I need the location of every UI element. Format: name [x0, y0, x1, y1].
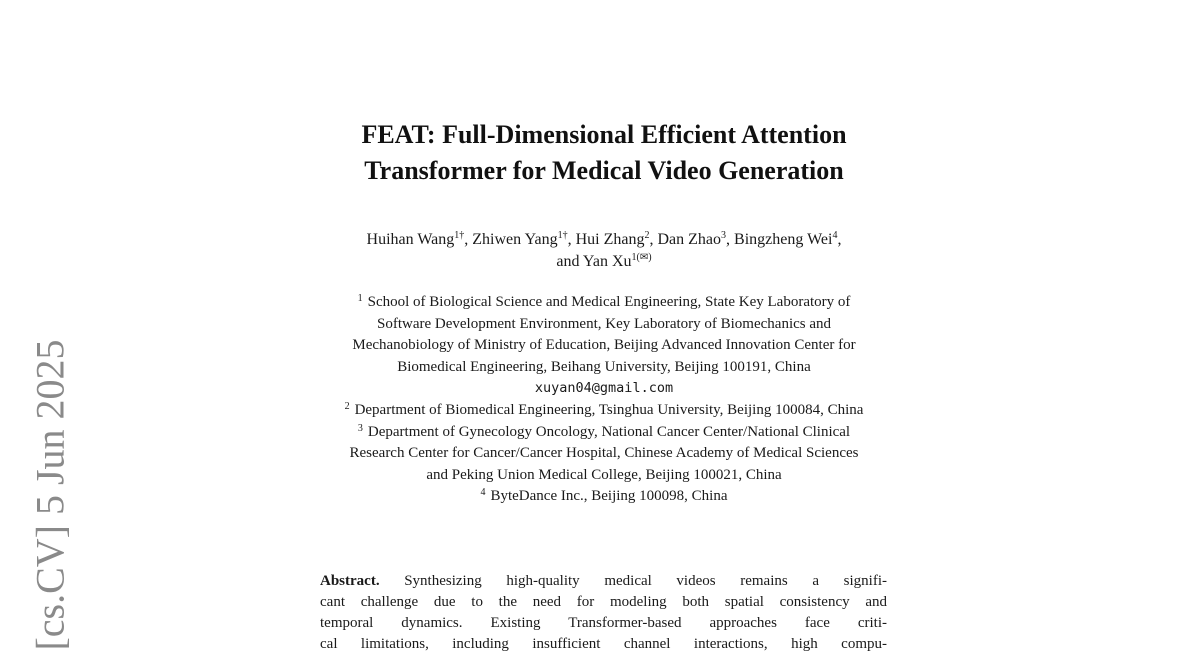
arxiv-side-stamp: [cs.CV] 5 Jun 2025	[27, 339, 73, 651]
author-mark-corresponding: 1(✉)	[631, 252, 652, 263]
paper-title	[0, 117, 1200, 189]
abstract-line: temporal dynamics. Existing Transformer-based approaches face criti-	[320, 615, 887, 631]
author-name: Bingzheng Wei	[734, 231, 833, 248]
author-mark: 1†	[454, 230, 465, 241]
affiliation-text: ByteDance Inc., Beijing 100098, China	[490, 488, 728, 505]
affiliation-mark: 1	[357, 293, 363, 304]
abstract-line: cant challenge due to the need for modeling both spatial consistency and	[320, 594, 887, 610]
author-separator: ,	[567, 231, 576, 248]
affiliation-4-line	[0, 486, 1200, 508]
affiliation-3-line: and Peking Union Medical College, Beijing 100021, China	[426, 466, 782, 483]
abstract-label: Abstract.	[320, 573, 380, 589]
abstract-block	[320, 571, 887, 655]
affiliations-block	[0, 292, 1200, 508]
author-name: Yan Xu	[582, 253, 632, 270]
author-mark: 3	[721, 230, 727, 241]
author-list	[0, 229, 1200, 273]
author-separator: ,	[649, 231, 658, 248]
author-and: and	[556, 253, 583, 270]
author-name: Huihan Wang	[366, 231, 455, 248]
author-name: Zhiwen Yang	[472, 231, 558, 248]
affiliation-1-line: Mechanobiology of Ministry of Education, Beijing Advanced Innovation Center for	[352, 337, 856, 354]
author-mark: 1†	[557, 230, 568, 241]
author-mark: 2	[644, 230, 650, 241]
abstract-line	[320, 571, 887, 592]
affiliation-mark: 3	[357, 422, 363, 434]
abstract-text: Synthesizing high-quality medical videos remains a signifi-	[404, 573, 887, 589]
author-line-1	[0, 229, 1200, 251]
affiliation-3-line	[0, 422, 1200, 444]
abstract-line: cal limitations, including insufficient channel interactions, high compu-	[320, 636, 887, 652]
affiliation-1-line	[0, 292, 1200, 314]
corresponding-email[interactable]: xuyan04@gmail.com	[534, 380, 674, 397]
affiliation-3-line: Research Center for Cancer/Cancer Hospital, Chinese Academy of Medical Sciences	[349, 445, 859, 462]
author-name: Dan Zhao	[657, 231, 722, 248]
affiliation-mark: 4	[480, 487, 486, 499]
affiliation-1-line: Software Development Environment, Key Laboratory of Biomechanics and	[376, 315, 832, 332]
author-separator: ,	[726, 231, 735, 248]
author-mark: 4	[832, 230, 838, 241]
author-name: Hui Zhang	[575, 231, 645, 248]
affiliation-text: Department of Biomedical Engineering, Tsinghua University, Beijing 100084, China	[354, 401, 864, 418]
author-line-2	[0, 251, 1200, 273]
author-separator: ,	[464, 231, 473, 248]
title-line-2: Transformer for Medical Video Generation	[364, 156, 844, 185]
affiliation-1-line: Biomedical Engineering, Beihang University, Beijing 100191, China	[397, 358, 811, 375]
affiliation-text: Department of Gynecology Oncology, National Cancer Center/National Clinical	[367, 423, 851, 440]
title-line-1: FEAT: Full-Dimensional Efficient Attention	[361, 120, 847, 149]
author-separator: ,	[837, 231, 842, 248]
affiliation-mark: 2	[344, 400, 350, 412]
affiliation-2-line	[0, 400, 1200, 422]
affiliation-text: School of Biological Science and Medical Engineering, State Key Laboratory of	[367, 294, 851, 310]
